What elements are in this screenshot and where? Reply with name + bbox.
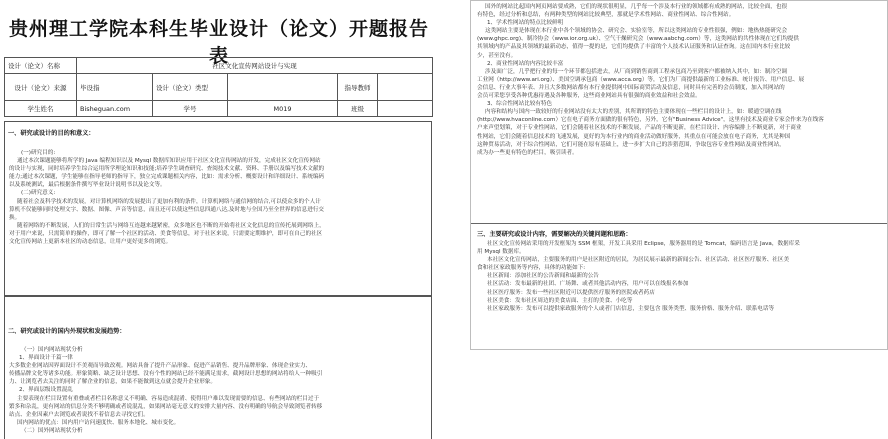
section-2-heading: 二、研究或设计的国内外现状和发展趋势： [8, 328, 126, 335]
section-2-line: 站点、企业因素户去浏览或者说找不着信息去寻找它们。 [9, 411, 149, 418]
info-table [4, 57, 433, 117]
section-3-line: 社区家政服务：发布可以提供家政服务的个人或者门店信息，主要包含 服务类型、服务价格、服务介绍、联系电话等 [487, 305, 775, 312]
teacher-value [378, 74, 433, 101]
section-3-line: 食和社区家政服务等内容，具体的功能如下: [477, 265, 586, 272]
section-2-line: （二）国外网站现状分析 [21, 427, 83, 434]
section-2-line: 繁多和杂乱，更有网站的信息分类不够明确或者说混乱，如果网站毫无意义的安排大量内容、没有明确的导航会导致浏览者转移 [9, 403, 323, 410]
table-row [5, 58, 433, 74]
section-3-line: 社区医疗服务：发布一些社区附近可以提供医疗服务的医院或者药店 [487, 289, 655, 296]
foreign-line: 这种贸易活动，对于综合性网站，它们可能在原有基础上，进一步扩大自己的涉猎范围，争取包容专业性网站及商业性网站， [477, 141, 785, 148]
teacher-label: 指导教师 [338, 74, 378, 101]
type-label: 设计（论文）类型 [153, 74, 228, 101]
foreign-line: 性网站，它们会随着信息技术的飞速发展，更好的为本行业内的商业活动做好服务，其重点在可能会放在电子商务，尤其是种国 [477, 133, 791, 140]
foreign-line: 内容和结构与国内一致较好的行业网站没有太大的差别，其所谓的特色主要体现在一些栏目的设计上，如：暖通空调在线 [485, 109, 782, 116]
foreign-line: (http://www.hvaconline.com）它在电子商务方面做的很有特色，另外，它有"Business Advice"，这里有技术及商业专家会作来为在线客 [477, 117, 824, 124]
section-3-body [477, 240, 800, 313]
section-3-heading: 三、主要研究或设计内容，需要解决的关键问题和思路： [477, 231, 632, 238]
section-3-line: 社区美食：发布社区周边的美食店面、主打的美食、小吃等 [487, 297, 633, 304]
section-1-line: 对于用户来说，只需简单的操作，即可了解一个社区的活动、美食等信息，对于社区来说，只需要定期维护，即可在自己的社区 [9, 230, 323, 237]
table-row [5, 101, 433, 117]
section-2-line: 传播品牌文化等诸多功能。形象简略、缺乏设计思想、没有个性的网站已经不能满足需求，截网设计思想的网站将给人一种吸引 [9, 371, 323, 378]
topic-value: 社区文化宣传网站设计与实现 [77, 58, 433, 74]
section-1-line: (一)研究目的: [21, 150, 56, 156]
source-value: 毕设指 [77, 74, 153, 101]
section-1-heading: 一、研究或设计的目的和意义： [8, 130, 95, 137]
id-value: M019 [228, 101, 338, 117]
section-3-line: 用 Mysql 数据库。 [477, 249, 525, 256]
foreign-line: 户来声望划策，对于专业性网站，它们会随着社区技术的不断发展，产品的不断更新，在栏目设计、内容编排上不断更新，对于商业 [477, 125, 802, 132]
foreign-line: 会信息、行业大事年表、并且大多数网站都有本行业提供网中国际商贸活动及信息，同时具有完善的会员制度，加入其网站的 [477, 84, 785, 91]
section-2-line: 力、让浏览者去关注的同时了解企业的信息，如果不能做到这点就会提升企业形象。 [9, 379, 216, 386]
student-value: Bisheguan.com [77, 101, 153, 117]
section-2-line: 大多数企业网站因界面设计不美观而导致改观。网站具备了提升产品形象、促进产品销售、提升品牌形象、体现企业实力、 [9, 363, 312, 370]
section-1-line: 以及系统测试，最后根据条件撰写毕业设计说明书以及论文等。 [9, 182, 166, 189]
report-title: 贵州理工学院本科生毕业设计（论文）开题报告表 [8, 18, 429, 67]
type-value [228, 74, 338, 101]
section-2-line: （一）国内网站现状分析 [21, 347, 83, 353]
foreign-line: 其领域内的产品及其领域的最新动态，值得一提的是，它们均提供了丰富的个人技术认证服务和认证查询。这在国内本行业比较 [477, 44, 791, 51]
source-label: 设计（论文）来源 [5, 74, 77, 101]
foreign-line: 1、学术性网站的特点比较鲜明 [487, 20, 564, 27]
class-label: 班级 [338, 101, 378, 117]
foreign-line: 2、商业性网站的内容比较丰富 [487, 60, 564, 67]
section-3-line: 社区新闻：添加社区的公告新闻和最新的公告 [487, 273, 599, 280]
foreign-line: 成为办一些更有特色的栏目，吸引读者。 [477, 149, 578, 156]
section-1-line: 文化宣传网站上更新本社区的动态信息，让用户更好更多的浏览。 [9, 239, 172, 246]
foreign-line: 工业网（http://www.ari.org）、美国空调承包商（www.acca.org）等，它们为厂商提供最新的工业标准、统计报告、用户信息、展 [477, 76, 805, 83]
foreign-line: (www.ghpc.org)、制冷协会（www.ior.org.uk）、空气干燥研究会（www.aabchg.com）等，这类网站的共性体现在它们均提供 [477, 36, 799, 43]
section-1-line: 能力;通过本次课题，学生能够在指导老师的指导下，独立完成课题相关内容，比如：需求分析、概要设计和详细设计、系统编码 [9, 174, 325, 181]
section-1-line: 随着社会及科学技术的发展，对计算机网络的发展提出了更加有利的条件，计算机网络与通信网的结合,可以使众多的个人计 [17, 198, 321, 205]
section-3-line: 社区文化宣传网站采用的开发框架为 SSM 框架，开发工具采用 Eclipse，服务器用的是 Tomcat，编码语言是 Java，数据库采 [487, 241, 800, 247]
id-label: 学号 [153, 101, 228, 117]
section-3-line: 社区活动：发布最新的社团、广场舞、或者其他活动内容，用户可以在线报名参加 [487, 281, 689, 288]
section-1-line: 算机不仅能够同时处理文字、数据、图像、声音等信息，而且还可以使这些信息四通八达,及时地与全国乃至全世界的信息进行交 [9, 206, 325, 213]
class-value [378, 101, 433, 117]
right-document-page [470, 0, 888, 350]
foreign-line: 涉及面广泛，几乎把行业的每一个环节都包括进去，从厂商到销售商到工程承包商乃至到客户都被纳入其中，如：制冷空调 [485, 68, 788, 75]
section-2-line: 主要表现在栏目设置有重叠或者栏目名称意义不明确、容易造成混淆、使得用户难以发现需要的信息、有些网站的栏目过于 [17, 395, 320, 402]
section-1-line: 随着网络的不断发展，人们的日常生活与网络互连越来越紧密，众多地区也不断的开始将社区文化信息的宣传托展到网络上， [17, 222, 325, 229]
section-2-line: 1、界面设计千篇一律 [19, 355, 73, 362]
section-2-line: 2、界面层级设置混乱 [19, 387, 73, 394]
section-1-line: 换。 [9, 214, 21, 221]
foreign-status-body [477, 3, 824, 157]
foreign-line: 少，甚至没有。 [477, 52, 517, 59]
foreign-line: 有特色，经过分析和总结，有两种类型的网站比较典型，那就是学术性网站、商业性网站、综合性网站。 [477, 12, 735, 19]
section-1-line: (二)研究意义: [21, 190, 56, 197]
student-label: 学生姓名 [5, 101, 77, 117]
section-2-line: 国内网站的优点：国内用户访问速度快、服务本地化、城市变化。 [17, 419, 180, 426]
section-1-body [9, 149, 325, 246]
table-row [5, 74, 433, 101]
foreign-line: 会员可采您享受各种优惠待遇及各种服务，这些商业网站具有很强的商业效益和社会效益。 [477, 93, 701, 100]
section-1-line: 的设计与实现，同时培养学生综合运用所学理论知识和技能;培养学生调查研究、查阅技术文献、资料、手册以及编写技术文献的 [9, 166, 325, 173]
section-1-line: 通过本次课题能够将所学的 Java 编程知识以及 Mysql 数据库知识应用于社区文化宣传网站的开发，完成社区文化宣传网站 [17, 158, 321, 165]
foreign-line: 3、综合性网站比较有特色 [487, 101, 553, 108]
foreign-line: 国外的网站比起国内网页网站要成熟，它们的现状很明显，几乎每一个涉及本行业的领域都有成熟的网站，比较全面，也很 [485, 4, 788, 10]
section-3-line: 本社区文化宣传网站，主要服务的用户是社区附近的居民，为居民展示最新的新闻公告、社区活动、社区医疗服务、社区美 [487, 257, 790, 264]
section-divider [471, 223, 887, 224]
section-2-body [9, 346, 322, 435]
topic-label: 设计（论文）名称 [5, 58, 77, 74]
left-document-page [0, 0, 438, 439]
foreign-line: 这类网站主要是体现在本行业中各个领域的协会、研究会、实验室等，所以这类网站的专业性很强，例如：地热热能研究会 [485, 28, 788, 35]
